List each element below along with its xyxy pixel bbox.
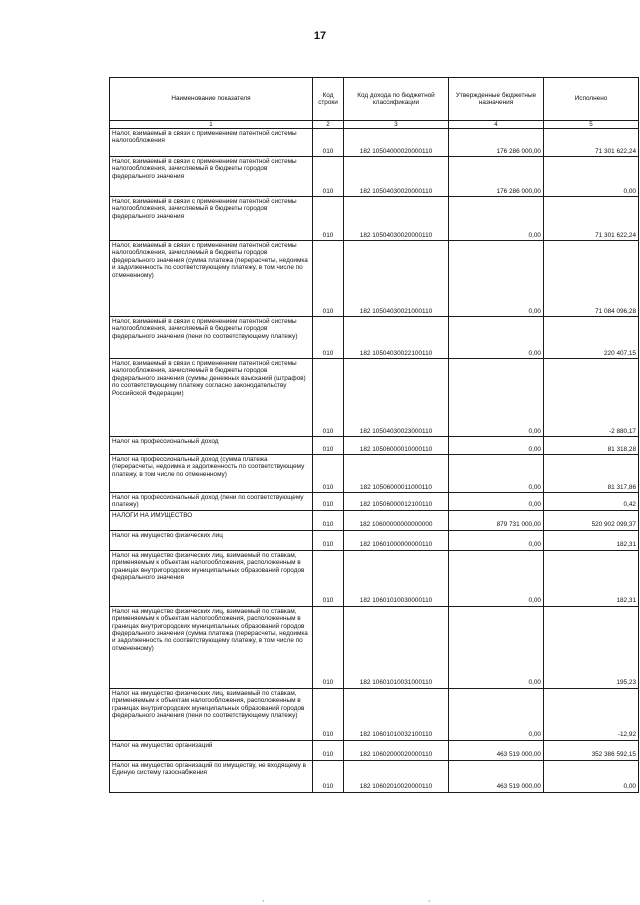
table-row — [110, 157, 639, 197]
executed-amount-cell: 195,23 — [544, 606, 639, 688]
table-row — [110, 129, 639, 157]
executed-amount-cell: 0,42 — [544, 493, 639, 511]
line-code-cell: 010 — [313, 550, 344, 606]
indicator-name-cell: Налог на профессиональный доход (сумма платежа (перерасчеты, недоимка и задолженность по соответствующему платежу, в том числе по отмененному) — [110, 455, 313, 493]
line-code-cell: 010 — [313, 493, 344, 511]
executed-amount-cell: -2 880,17 — [544, 359, 639, 437]
line-code-cell: 010 — [313, 688, 344, 740]
table-body — [110, 129, 639, 793]
line-code-cell: 010 — [313, 359, 344, 437]
executed-amount-cell: 0,00 — [544, 760, 639, 792]
income-code-cell: 182 10504000020000110 — [344, 129, 449, 157]
approved-amount-cell: 0,00 — [449, 359, 544, 437]
page-number: 17 — [313, 30, 327, 42]
line-code-cell: 010 — [313, 510, 344, 530]
column-number: 3 — [344, 121, 449, 129]
table-row — [110, 455, 639, 493]
budget-execution-table — [109, 77, 639, 793]
table-row — [110, 688, 639, 740]
approved-amount-cell: 0,00 — [449, 550, 544, 606]
table-row — [110, 197, 639, 241]
indicator-name-cell: Налог, взимаемый в связи с применением патентной системы налогообложения — [110, 129, 313, 157]
header-indicator-name: Наименование показателя — [110, 78, 313, 121]
line-code-cell: 010 — [313, 437, 344, 455]
executed-amount-cell: 182,31 — [544, 550, 639, 606]
table-row — [110, 530, 639, 550]
indicator-name-cell: Налог на имущество физических лиц, взимаемый по ставкам, применяемым к объектам налогообложения, расположенным в границах внутригородских муниципальных образований городов федерального значения — [110, 550, 313, 606]
income-code-cell: 182 10602010020000110 — [344, 760, 449, 792]
table-row — [110, 510, 639, 530]
executed-amount-cell: 81 318,28 — [544, 437, 639, 455]
table-row — [110, 760, 639, 792]
indicator-name-cell: Налог, взимаемый в связи с применением патентной системы налогообложения, зачисляемый в бюджеты городов федерального значения (пени по соответствующему платежу) — [110, 317, 313, 359]
line-code-cell: 010 — [313, 157, 344, 197]
executed-amount-cell: 71 084 096,28 — [544, 241, 639, 317]
table-row — [110, 437, 639, 455]
indicator-name-cell: Налог на имущество физических лиц, взимаемый по ставкам, применяемым к объектам налогообложения, расположенным в границах внутригородских муниципальных образований городов федерального значения (сумма платежа (перерасчеты, недоимка и задолженность по соответствующему платежу, в том числе по отмененному) — [110, 606, 313, 688]
line-code-cell: 010 — [313, 740, 344, 760]
income-code-cell: 182 10504030020000110 — [344, 157, 449, 197]
approved-amount-cell: 176 286 000,00 — [449, 129, 544, 157]
income-code-cell: 182 10602000020000110 — [344, 740, 449, 760]
line-code-cell: 010 — [313, 317, 344, 359]
approved-amount-cell: 0,00 — [449, 455, 544, 493]
executed-amount-cell: 520 902 099,37 — [544, 510, 639, 530]
table-row — [110, 740, 639, 760]
income-code-cell: 182 10506000012100110 — [344, 493, 449, 511]
income-code-cell: 182 10600000000000000 — [344, 510, 449, 530]
line-code-cell: 010 — [313, 760, 344, 792]
approved-amount-cell: 879 731 000,00 — [449, 510, 544, 530]
executed-amount-cell: 71 301 622,24 — [544, 197, 639, 241]
indicator-name-cell: Налог на имущество организаций — [110, 740, 313, 760]
income-code-cell: 182 10506000011000110 — [344, 455, 449, 493]
indicator-name-cell: Налог на профессиональный доход (пени по соответствующему платежу) — [110, 493, 313, 511]
header-approved: Утвержденные бюджетные назначения — [449, 78, 544, 121]
table-row — [110, 606, 639, 688]
table-row — [110, 241, 639, 317]
column-number: 1 — [110, 121, 313, 129]
indicator-name-cell: Налог на имущество организаций по имуществу, не входящему в Единую систему газоснабжения — [110, 760, 313, 792]
table-row — [110, 359, 639, 437]
income-code-cell: 182 10504030023000110 — [344, 359, 449, 437]
income-code-cell: 182 10601010032100110 — [344, 688, 449, 740]
scan-bleed-mark: , — [428, 894, 431, 903]
approved-amount-cell: 0,00 — [449, 493, 544, 511]
income-code-cell: 182 10504030021000110 — [344, 241, 449, 317]
approved-amount-cell: 0,00 — [449, 530, 544, 550]
column-number-row — [110, 121, 639, 129]
line-code-cell: 010 — [313, 530, 344, 550]
indicator-name-cell: Налог, взимаемый в связи с применением патентной системы налогообложения, зачисляемый в бюджеты городов федерального значения — [110, 197, 313, 241]
approved-amount-cell: 0,00 — [449, 197, 544, 241]
income-code-cell: 182 10506000010000110 — [344, 437, 449, 455]
line-code-cell: 010 — [313, 129, 344, 157]
income-code-cell: 182 10504030020000110 — [344, 197, 449, 241]
approved-amount-cell: 0,00 — [449, 317, 544, 359]
line-code-cell: 010 — [313, 606, 344, 688]
indicator-name-cell: Налог на профессиональный доход — [110, 437, 313, 455]
executed-amount-cell: 81 317,86 — [544, 455, 639, 493]
executed-amount-cell: 71 301 622,24 — [544, 129, 639, 157]
indicator-name-cell: Налог, взимаемый в связи с применением патентной системы налогообложения, зачисляемый в бюджеты городов федерального значения (сумма платежа (перерасчеты, недоимка и задолженность по соответствующему платежу, в том числе по отмененному) — [110, 241, 313, 317]
indicator-name-cell: Налог на имущество физических лиц, взимаемый по ставкам, применяемым к объектам налогообложения, расположенным в границах внутригородских муниципальных образований городов федерального значения (пени по соответствующему платежу) — [110, 688, 313, 740]
approved-amount-cell: 0,00 — [449, 606, 544, 688]
line-code-cell: 010 — [313, 241, 344, 317]
executed-amount-cell: -12,92 — [544, 688, 639, 740]
header-executed: Исполнено — [544, 78, 639, 121]
header-income-code: Код дохода по бюджетной классификации — [344, 78, 449, 121]
executed-amount-cell: 0,00 — [544, 157, 639, 197]
executed-amount-cell: 352 386 592,15 — [544, 740, 639, 760]
approved-amount-cell: 0,00 — [449, 437, 544, 455]
table-row — [110, 550, 639, 606]
column-number: 5 — [544, 121, 639, 129]
indicator-name-cell: Налог на имущество физических лиц — [110, 530, 313, 550]
approved-amount-cell: 463 519 000,00 — [449, 740, 544, 760]
indicator-name-cell: НАЛОГИ НА ИМУЩЕСТВО — [110, 510, 313, 530]
header-line-code: Код строки — [313, 78, 344, 121]
indicator-name-cell: Налог, взимаемый в связи с применением патентной системы налогообложения, зачисляемый в бюджеты городов федерального значения (суммы денежных взысканий (штрафов) по соответствующему платежу согласно законодательству Российской Федерации) — [110, 359, 313, 437]
line-code-cell: 010 — [313, 197, 344, 241]
approved-amount-cell: 176 286 000,00 — [449, 157, 544, 197]
table-row — [110, 493, 639, 511]
table-row — [110, 317, 639, 359]
approved-amount-cell: 463 519 000,00 — [449, 760, 544, 792]
executed-amount-cell: 182,31 — [544, 530, 639, 550]
column-number: 2 — [313, 121, 344, 129]
line-code-cell: 010 — [313, 455, 344, 493]
approved-amount-cell: 0,00 — [449, 241, 544, 317]
income-code-cell: 182 10504030022100110 — [344, 317, 449, 359]
column-number: 4 — [449, 121, 544, 129]
income-code-cell: 182 10601010031000110 — [344, 606, 449, 688]
indicator-name-cell: Налог, взимаемый в связи с применением патентной системы налогообложения, зачисляемый в бюджеты городов федерального значения — [110, 157, 313, 197]
income-code-cell: 182 10601010030000110 — [344, 550, 449, 606]
income-code-cell: 182 10601000000000110 — [344, 530, 449, 550]
header-row — [110, 78, 639, 121]
executed-amount-cell: 220 407,15 — [544, 317, 639, 359]
scan-bleed-mark: , — [262, 894, 265, 903]
approved-amount-cell: 0,00 — [449, 688, 544, 740]
